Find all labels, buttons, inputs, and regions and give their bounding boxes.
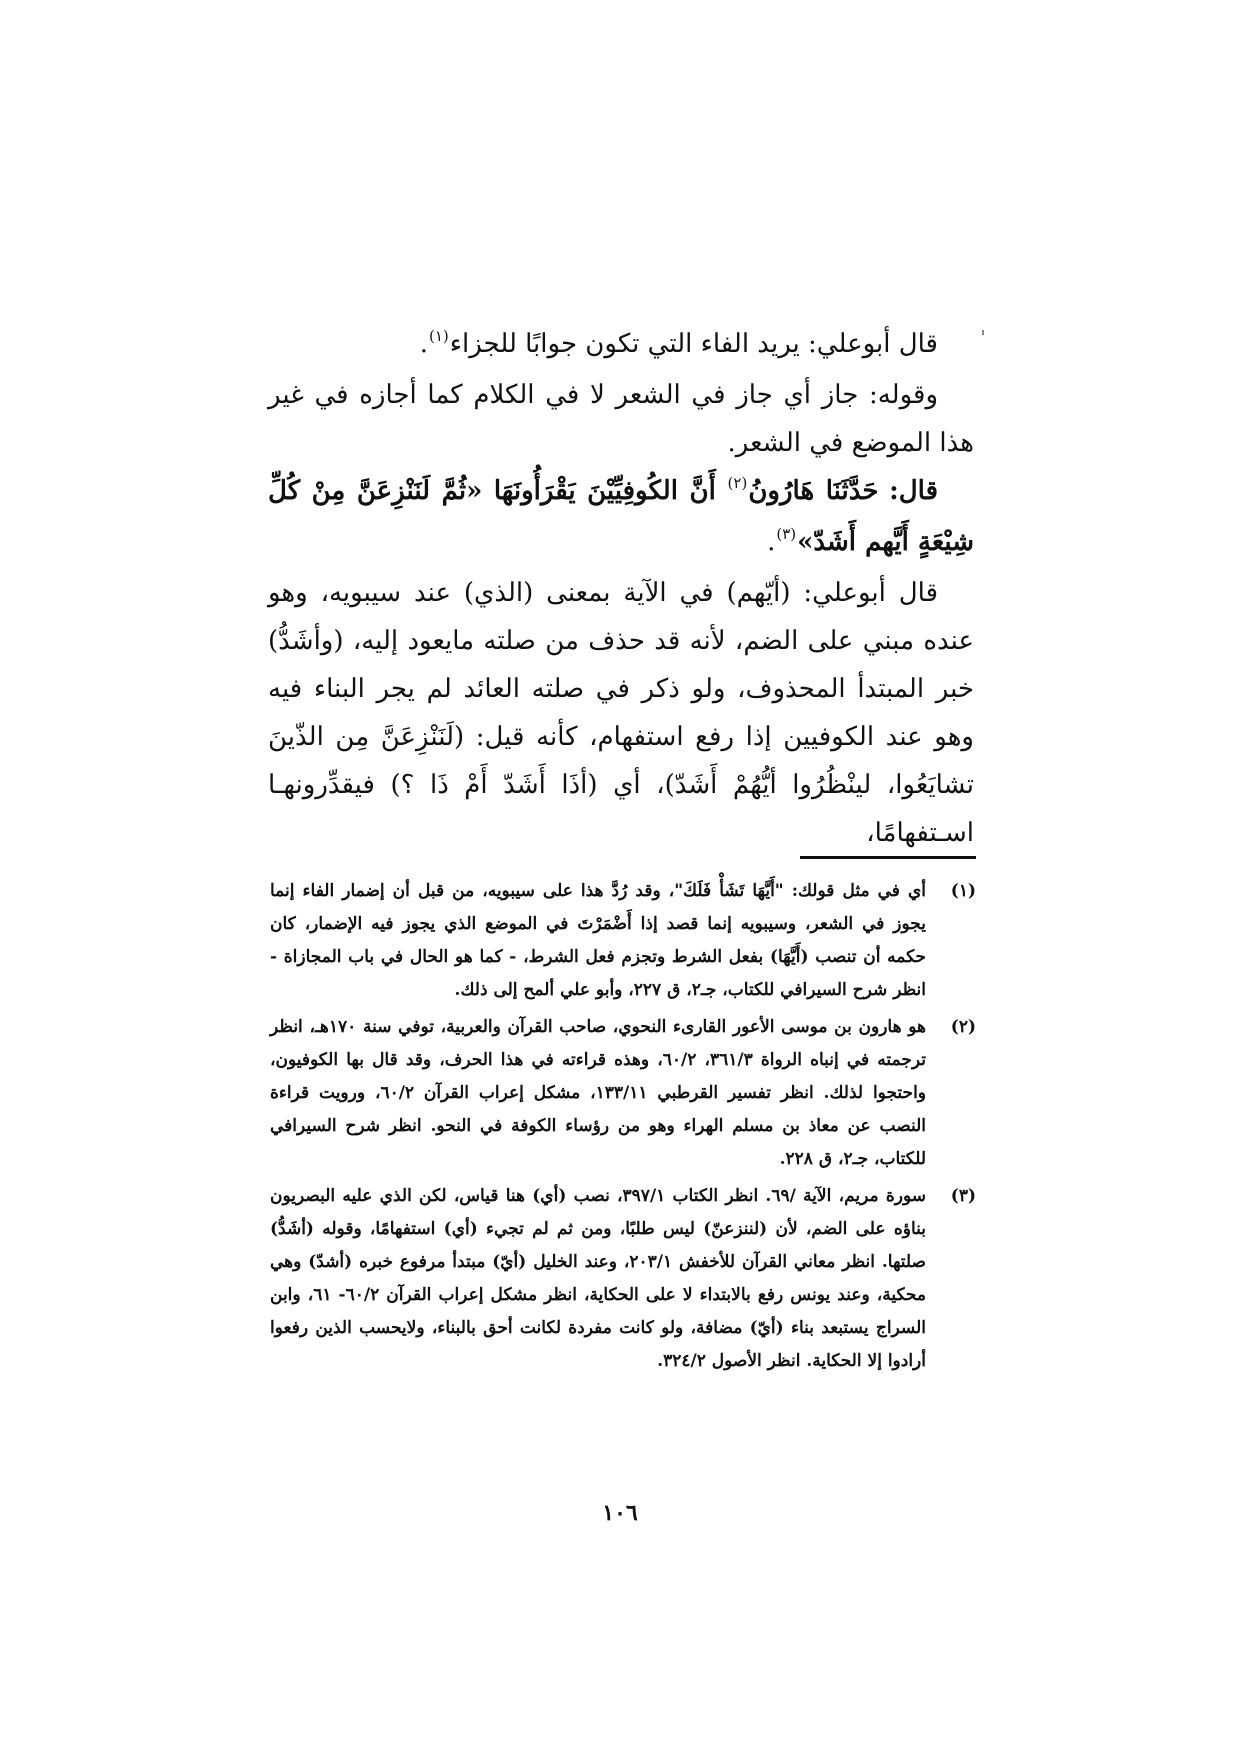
footnote-ref-2: (٢) (727, 474, 748, 492)
footnote-number: (٣) (950, 1186, 976, 1206)
paragraph-1-text: قال أبوعلي: يريد الفاء التي تكون جوابًا للجزاء (449, 329, 938, 359)
paragraph-4: قال أبوعلي: (أيّهم) في الآية بمعنى (الذي) عند سيبويه، وهو عنده مبني على الضم، لأنه قد حذف من صلته مايعود إليه، (وأشَدُّ) خبر المبتدأ المحذوف، ولو ذكر في صلته العائد لم يجر البناء فيه وهو عند الكوفيين إذا رفع استفهام، كأنه قيل: (لَنَنْزِعَنَّ مِن الذّينَ تشايَعُوا، لينْظُرُوا أيُّهُمْ أَشَدّ)، أي (أذَا أَشَدّ أَمْ ذَا ؟) فيقدِّرونهـا اسـتفهامًا، (268, 578, 975, 848)
paragraph-2: وقوله: جاز أي جاز في الشعر لا في الكلام كما أجازه في غير هذا الموضع في الشعر. (268, 380, 974, 458)
footnote-1 (270, 875, 976, 1007)
footnote-text: أي في مثل قولك: "أَيَّهَا تَشَأْ فَلَكَ"، وقد رُدَّ هذا على سيبويه، من قبل أن إضمار الفاء إنما يجوز في الشعر، وسيبويه إنما قصد إذا أَضْمَرْتَ في الموضع الذي يجوز فيه الإضمار، كان حكمه أن تنصب (أَيَّهَا) بفعل الشرط وتجزم فعل الشرط، - كما هو الحال في باب المجازاة - انظر شرح السيرافي للكتاب، جـ٢، ق ٢٢٧، وأبو علي ألمح إلى ذلك. (270, 881, 926, 1000)
footnote-2 (270, 1011, 976, 1176)
paragraph-3-lead: قال: (889, 476, 939, 506)
footnote-separator (800, 856, 976, 859)
paragraph-1 (268, 320, 974, 371)
footnote-number: (١) (950, 881, 976, 901)
footnote-3 (270, 1180, 976, 1378)
footnote-text: هو هارون بن موسى الأعور القارىء النحوي، صاحب القرآن والعربية، توفي سنة ١٧٠هـ، انظر ترجمته في إنباه الرواة ٣٦١/٣، ٦٠/٢، وهذه قراءته في هذا الحرف، وقد قال بها الكوفيون، واحتجوا لذلك. انظر تفسير القرطبي ١٣٣/١١، مشكل إعراب القرآن ٦٠/٢، ورويت قراءة النصب عن معاذ بن مسلم الهراء وهو من رؤساء الكوفة في النحو. انظر شرح السيرافي للكتاب، جـ٢، ق ٢٢٨. (270, 1017, 927, 1169)
paragraph-3-end: . (767, 527, 776, 557)
main-text (268, 320, 974, 857)
paragraph-1-end: . (419, 329, 428, 359)
footnote-ref-3: (٣) (776, 525, 797, 543)
print-speck (982, 330, 984, 335)
page-number: ١٠٦ (602, 1500, 638, 1526)
paragraph-3-text-b: أَنَّ الكُوفِيِّيْنَ يَقْرَأُونَهَا «ثُمَّ لَنَنْزِعَنَّ مِنْ كُلِّ شِيْعَةٍ أَيَّهم أَشَدّ» (268, 476, 974, 557)
footnote-number: (٢) (950, 1017, 976, 1037)
paragraph-3 (268, 467, 974, 569)
footnotes (270, 875, 976, 1382)
footnote-text: سورة مريم، الآية /٦٩. انظر الكتاب ٣٩٧/١، نصب (أي) هنا قياس، لكن الذي عليه البصريون بناؤه على الضم، لأن (لننزعنّ) ليس طلبًا، ومن ثم لم تجيء (أي) استفهامًا، وقوله (أشَدُّ) صلتها. انظر معاني القرآن للأخفش ٢٠٣/١، وعند الخليل (أيّ) مبتدأ مرفوع خبره (أشدّ) وهي محكية، وعند يونس رفع بالابتداء لا على الحكاية، انظر مشكل إعراب القرآن ٦٠/٢- ٦١، وابن السراج يستبعد بناء (أيّ) مضافة، ولو كانت مفردة لكانت أحق بالبناء، ولايحسب الذين رفعوا أرادوا إلا الحكاية. انظر الأصول ٣٢٤/٢. (270, 1186, 926, 1371)
footnote-ref-1: (١) (428, 327, 449, 345)
paragraph-3-text-a: حَدَّثَنَا هَارُونُ (748, 476, 879, 506)
